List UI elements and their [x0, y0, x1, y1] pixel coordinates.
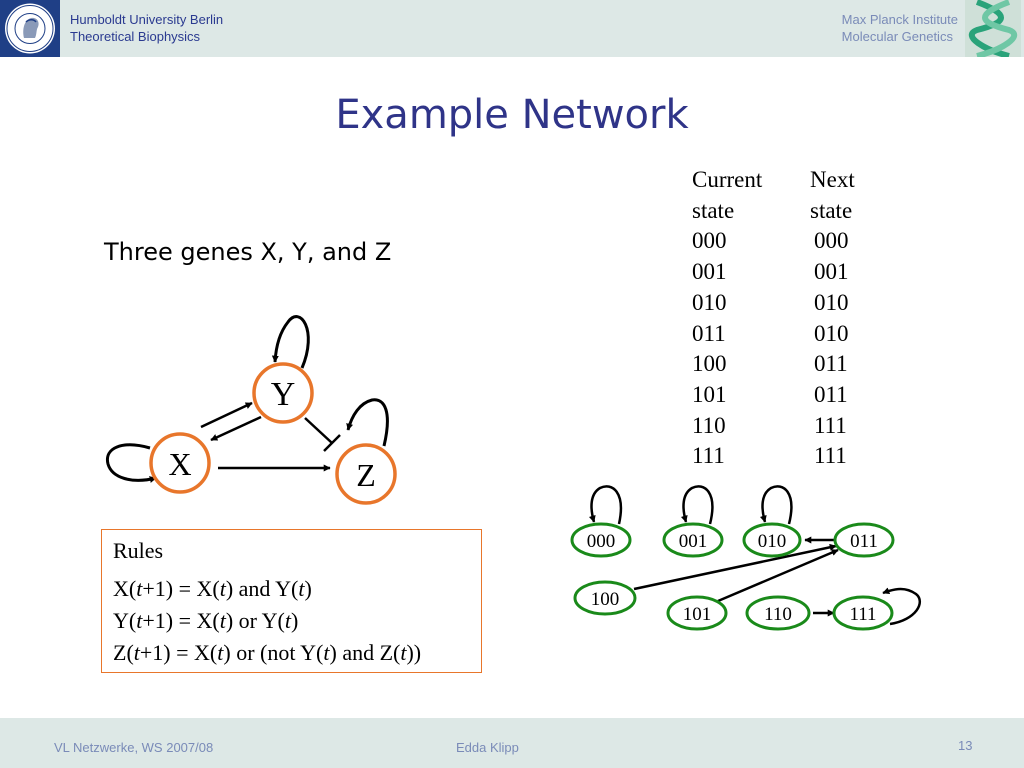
current-state-cell: 101	[692, 381, 727, 407]
gene-node-x	[151, 434, 209, 492]
table-row	[692, 411, 884, 442]
state-001-self-loop	[684, 486, 713, 524]
state-label: 001	[678, 531, 708, 552]
university-seal-logo	[0, 0, 60, 57]
z-self-loop-edge	[348, 400, 387, 446]
state-label: 110	[764, 604, 792, 625]
gene-node-z-label: Z	[356, 457, 376, 493]
table-header-row-2	[692, 196, 884, 227]
rule-line-y: Y(t+1) = X(t) or Y(t)	[113, 608, 299, 633]
state-node-011	[835, 524, 893, 556]
institute-line2: Molecular Genetics	[841, 29, 953, 44]
university-name	[70, 11, 223, 45]
table-row	[692, 319, 884, 350]
state-node-000	[572, 524, 630, 556]
state-node-101	[668, 597, 726, 629]
gene-network-diagram	[95, 310, 415, 510]
edge-100-to-011	[634, 546, 836, 589]
dna-helix-logo	[965, 0, 1021, 57]
state-node-001	[664, 524, 722, 556]
next-state-cell: 111	[814, 412, 847, 438]
table-row	[692, 349, 884, 380]
gene-node-z	[337, 445, 395, 503]
table-header-row-1	[692, 165, 884, 196]
page-number: 13	[958, 738, 973, 753]
table-row	[692, 380, 884, 411]
next-state-cell: 011	[814, 381, 848, 407]
footer-course: VL Netzwerke, WS 2007/08	[54, 740, 214, 755]
state-node-100	[575, 582, 635, 614]
current-state-cell: 100	[692, 351, 727, 377]
state-label: 111	[849, 604, 877, 625]
state-label: 000	[586, 531, 616, 552]
header-state-1: state	[692, 197, 735, 223]
table-row	[692, 441, 884, 472]
header-state-2: state	[810, 197, 853, 223]
rule-line-x: X(t+1) = X(t) and Y(t)	[113, 576, 312, 601]
intro-text: Three genes X, Y, and Z	[104, 238, 392, 266]
next-state-cell: 000	[814, 228, 849, 254]
state-node-110	[747, 597, 809, 629]
x-self-loop-edge	[107, 445, 156, 480]
state-000-self-loop	[592, 486, 621, 524]
university-line2: Theoretical Biophysics	[70, 29, 201, 44]
state-010-self-loop	[763, 486, 792, 524]
institute-line1: Max Planck Institute	[841, 12, 958, 27]
university-line1: Humboldt University Berlin	[70, 12, 224, 27]
y-self-loop-edge	[275, 317, 308, 368]
state-label: 011	[850, 531, 878, 552]
state-node-111	[834, 597, 892, 629]
gene-node-x-label: X	[168, 446, 192, 482]
institute-name	[842, 11, 958, 45]
state-label: 100	[590, 589, 620, 610]
current-state-cell: 111	[692, 443, 725, 469]
y-inhibits-z-edge	[305, 418, 332, 443]
gene-node-y-label: Y	[270, 376, 296, 413]
next-state-cell: 010	[814, 289, 849, 315]
footer-bar	[0, 718, 1024, 768]
current-state-cell: 010	[692, 289, 727, 315]
next-state-cell: 001	[814, 259, 849, 285]
state-label: 101	[682, 604, 712, 625]
state-label: 010	[757, 531, 787, 552]
current-state-cell: 011	[692, 320, 726, 346]
header-next: Next	[810, 167, 855, 192]
state-transition-table	[692, 165, 884, 472]
next-state-cell: 111	[814, 443, 847, 469]
table-row	[692, 257, 884, 288]
current-state-cell: 001	[692, 259, 727, 285]
state-transition-graph	[560, 480, 930, 640]
table-row	[692, 226, 884, 257]
next-state-cell: 011	[814, 351, 848, 377]
rules-box	[101, 529, 482, 673]
footer-author: Edda Klipp	[456, 740, 519, 755]
header-bar	[0, 0, 1024, 57]
rule-line-z: Z(t+1) = X(t) or (not Y(t) and Z(t))	[113, 640, 422, 665]
y-to-x-edge	[211, 417, 261, 440]
current-state-cell: 000	[692, 228, 727, 254]
rules-title: Rules	[113, 538, 164, 563]
table-row	[692, 288, 884, 319]
current-state-cell: 110	[692, 412, 726, 438]
state-node-010	[744, 524, 800, 556]
next-state-cell: 010	[814, 320, 849, 346]
header-current: Current	[692, 167, 763, 192]
slide-title: Example Network	[335, 92, 689, 138]
gene-node-y	[254, 364, 312, 422]
